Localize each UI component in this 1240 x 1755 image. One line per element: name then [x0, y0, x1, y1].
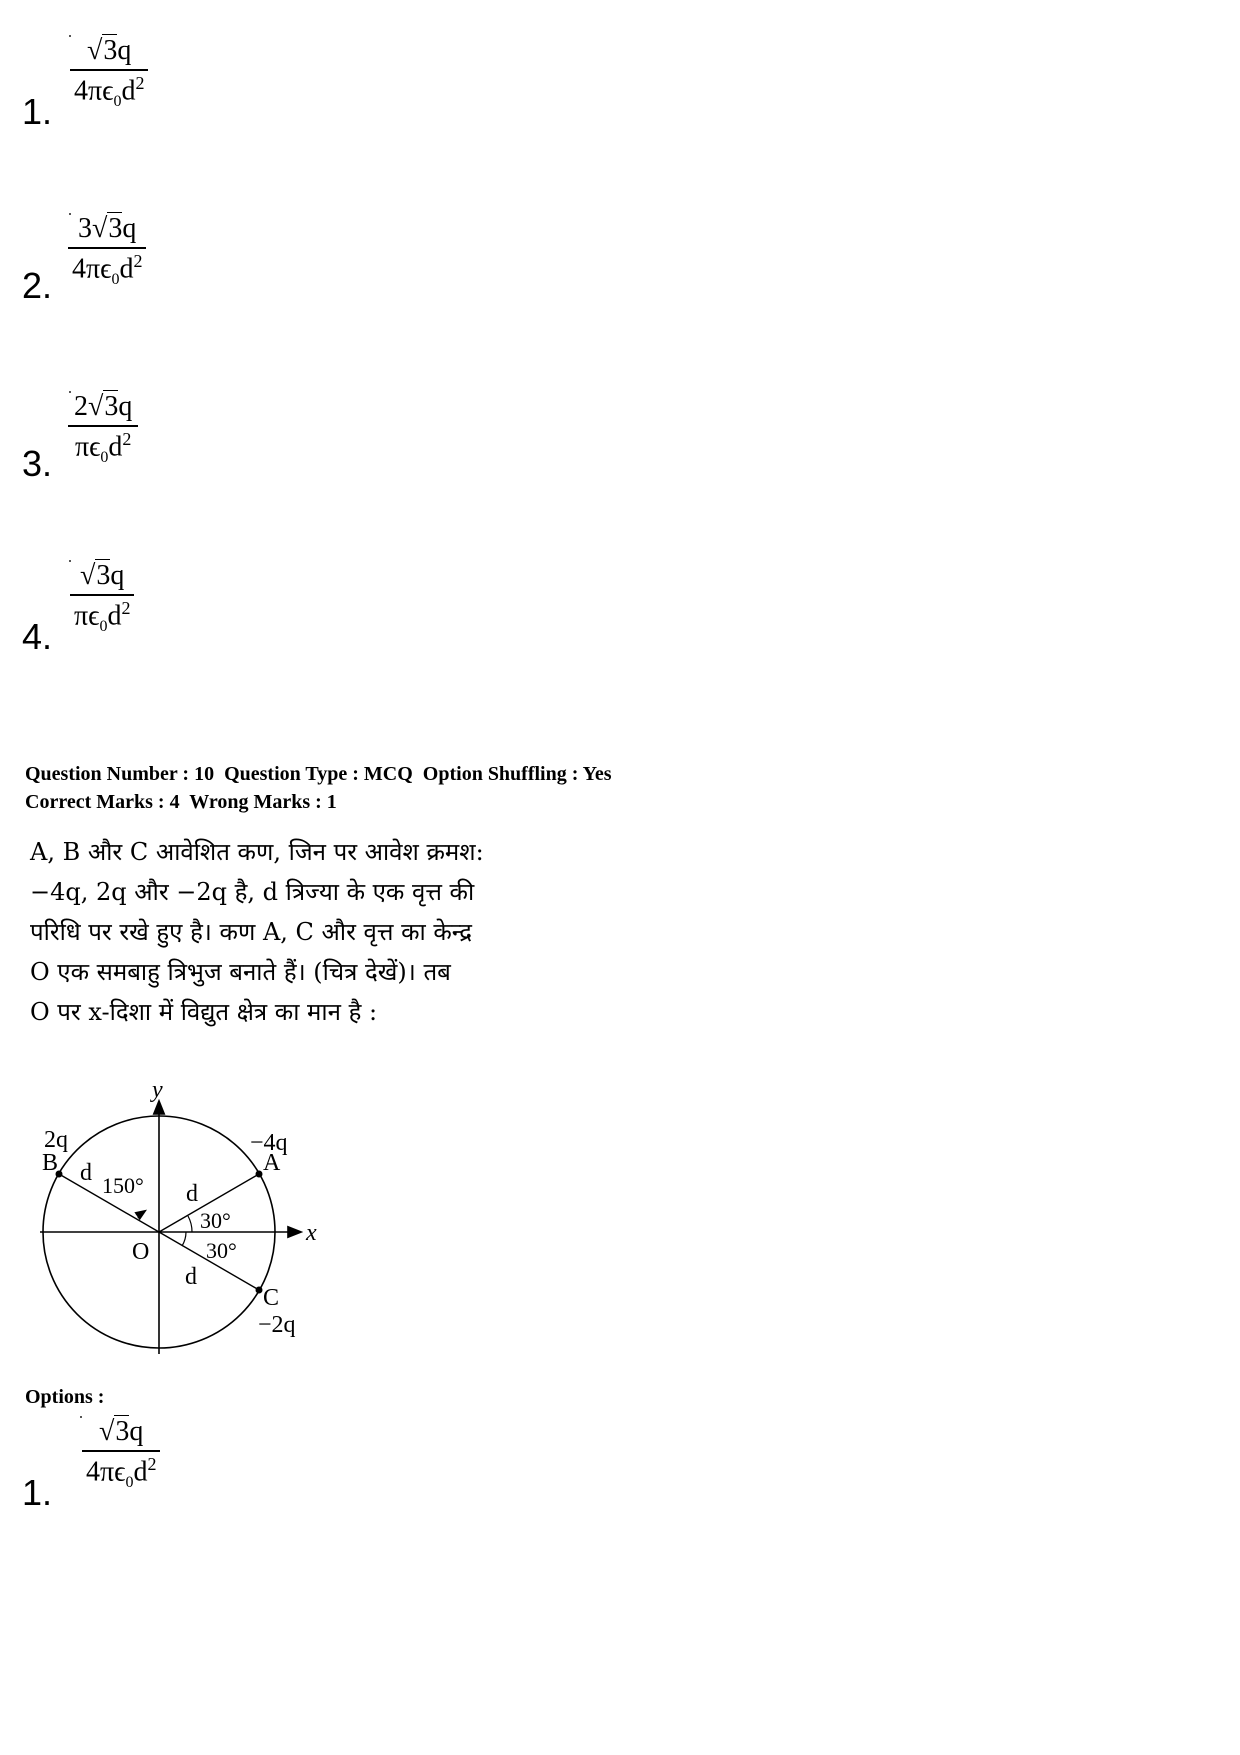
- question-text-line: −4q, 2q और −2q है, d त्रिज्या के एक वृत्त की: [30, 878, 475, 906]
- angle-30-label-a: 30°: [200, 1208, 231, 1233]
- angle-30-arc-a: [188, 1216, 192, 1232]
- x-axis-label: x: [306, 1220, 317, 1246]
- charge-c-value: −2q: [258, 1312, 296, 1338]
- option-number: 1.: [22, 91, 53, 132]
- question-text-line: O एक समबाहु त्रिभुज बनाते हैं। (चित्र देखें)। तब: [30, 958, 451, 986]
- radius-label-c: d: [185, 1264, 197, 1290]
- angle-30-label-c: 30°: [206, 1238, 237, 1263]
- origin-label: O: [132, 1239, 150, 1265]
- prev-option-3: [22, 391, 422, 511]
- option-1[interactable]: [22, 1416, 422, 1536]
- option-number: 3.: [22, 443, 53, 484]
- charge-b-value: 2q: [44, 1127, 68, 1153]
- charge-a-value: −4q: [250, 1130, 288, 1156]
- question-text-line: A, B और C आवेशित कण, जिन पर आवेश क्रमश:: [30, 838, 484, 866]
- option-fraction: √3q $4\pi\epsilon_0d^2$: [70, 35, 148, 111]
- angle-150-label: 150°: [102, 1173, 144, 1198]
- option-fraction: √3q $4\pi\epsilon_0d^2$: [82, 1416, 160, 1492]
- option-number: 1.: [22, 1472, 53, 1513]
- option-number: 4.: [22, 616, 53, 657]
- prev-option-1: [22, 35, 422, 155]
- radius-label-a: d: [186, 1181, 198, 1207]
- option-fraction: √3q $\pi\epsilon_0d^2$: [70, 560, 134, 636]
- charge-circle-diagram: [20, 1070, 340, 1360]
- point-c-label: C: [263, 1285, 280, 1311]
- options-heading: Options :: [25, 1386, 105, 1408]
- point-b-label: B: [42, 1150, 59, 1176]
- question-text: [30, 832, 550, 1032]
- option-fraction: 2√3q $\pi\epsilon_0d^2$: [68, 391, 138, 467]
- option-fraction: 3√3q $4\pi\epsilon_0d^2$: [68, 213, 146, 289]
- point-a-label: A: [263, 1150, 281, 1176]
- question-text-line: परिधि पर रखे हुए है। कण A, C और वृत्त का केन्द्र: [30, 918, 472, 946]
- question-text-line: O पर x-दिशा में विद्युत क्षेत्र का मान है :: [30, 998, 378, 1026]
- charge-a-point: [256, 1171, 263, 1178]
- question-meta-line-2: Correct Marks : 4 Wrong Marks : 1: [25, 791, 337, 813]
- angle-150-arc: [138, 1211, 145, 1218]
- prev-option-2: [22, 213, 422, 333]
- prev-option-4: [22, 560, 422, 680]
- option-number: 2.: [22, 265, 53, 306]
- charge-c-point: [256, 1287, 263, 1294]
- angle-30-arc-c: [182, 1232, 186, 1246]
- radius-label-b: d: [80, 1160, 92, 1186]
- question-meta-line-1: Question Number : 10 Question Type : MCQ Option Shuffling : Yes: [25, 763, 612, 785]
- y-axis-label: y: [152, 1077, 163, 1103]
